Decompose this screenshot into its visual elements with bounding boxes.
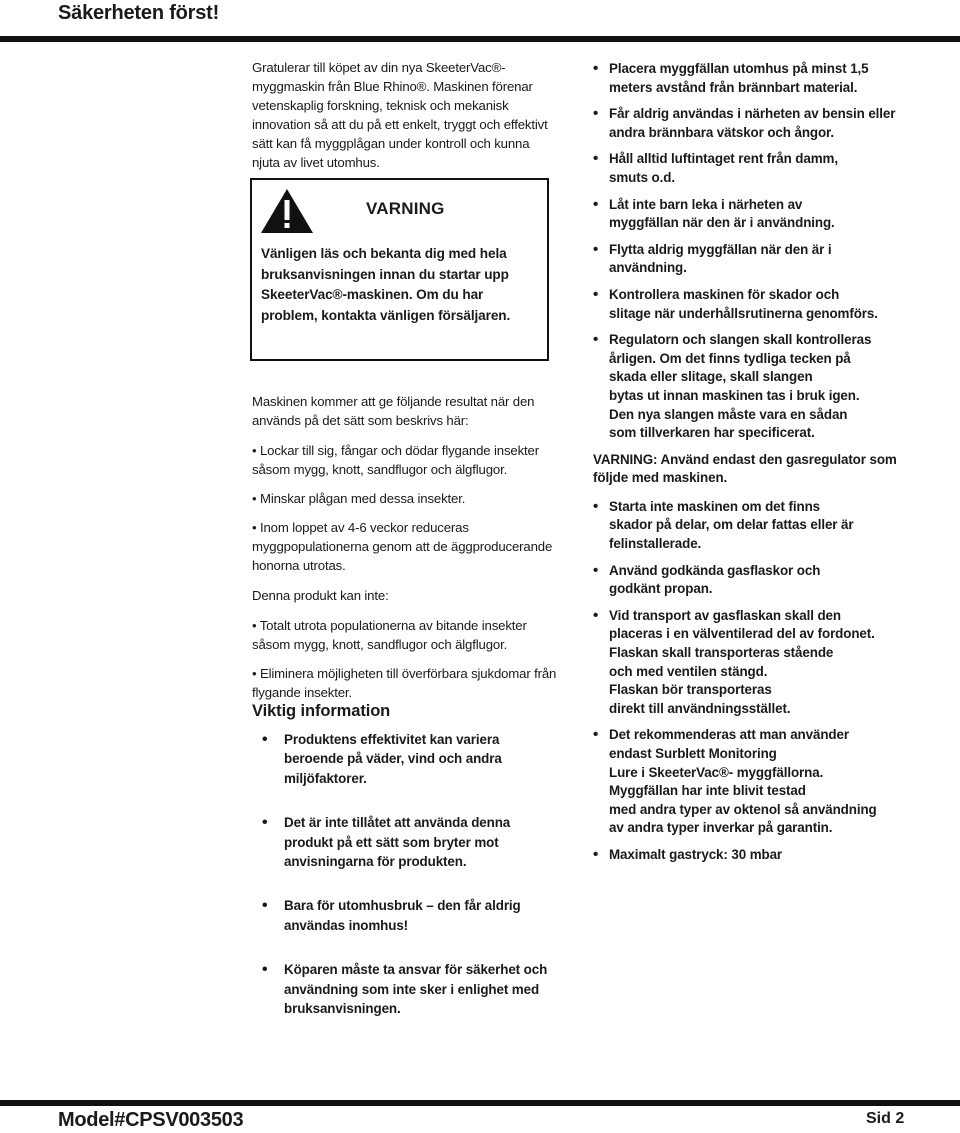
safety-list-a [593, 60, 903, 443]
safety-item: • Det rekommenderas att man använder endast Surblett Monitoring Lure i SkeeterVac®- myggfällorna. Myggfällan har inte blivit testad med andra typer av oktenol så användning av andra typer inverkar på garantin. [593, 726, 903, 838]
important-item: • Bara för utomhusbruk – den får aldrig användas inomhus! [262, 896, 552, 935]
gas-regulator-warning: VARNING: Använd endast den gasregulator som följde med maskinen. [593, 451, 897, 486]
page-title: Säkerheten först! [58, 2, 220, 24]
safety-item: • Låt inte barn leka i närheten av myggfällan när den är i användning. [593, 196, 903, 233]
results-intro: Maskinen kommer att ge följande resultat när den används på det sätt som beskrivs här: [252, 394, 535, 428]
warning-triangle-icon [260, 188, 314, 234]
results-item: • Minskar plågan med dessa insekter. [252, 491, 466, 506]
safety-item: • Får aldrig användas i närheten av bensin eller andra brännbara vätskor och ångor. [593, 105, 903, 142]
warning-title: VARNING [366, 199, 445, 218]
footer-rule [0, 1100, 960, 1106]
page-header [0, 0, 960, 36]
right-column [593, 60, 903, 873]
important-item: • Köparen måste ta ansvar för säkerhet och användning som inte sker i enlighet med bruksanvisningen. [262, 960, 552, 1018]
safety-item: • Kontrollera maskinen för skador och slitage när underhållsrutinerna genomförs. [593, 286, 903, 323]
warning-box [250, 178, 549, 361]
important-list [262, 730, 552, 1043]
cannot-item: • Totalt utrota populationerna av bitande insekter såsom mygg, knott, sandflugor och älgflugor. [252, 618, 527, 652]
cannot-intro: Denna produkt kan inte: [252, 588, 389, 603]
page-number: Sid 2 [866, 1110, 905, 1127]
warning-text: Vänligen läs och bekanta dig med hela bruksanvisningen innan du startar upp SkeeterVac®-maskinen. Om du har problem, kontakta vänligen försäljaren. [261, 246, 511, 323]
important-heading: Viktig information [252, 702, 391, 720]
safety-list-b [593, 498, 903, 865]
safety-item: • Använd godkända gasflaskor och godkänt propan. [593, 562, 903, 599]
important-item: • Produktens effektivitet kan variera beroende på väder, vind och andra miljöfaktorer. [262, 730, 552, 788]
safety-item: • Maximalt gastryck: 30 mbar [593, 846, 903, 865]
cannot-item: • Eliminera möjligheten till överförbara sjukdomar från flygande insekter. [252, 666, 557, 700]
safety-item: • Placera myggfällan utomhus på minst 1,5 meters avstånd från brännbart material. [593, 60, 903, 97]
safety-item: • Vid transport av gasflaskan skall den placeras i en välventilerad del av fordonet. Flaskan skall transporteras stående och med ventilen stängd. Flaskan bör transporteras direkt till användningsstället. [593, 607, 903, 719]
safety-item: • Flytta aldrig myggfällan när den är i användning. [593, 241, 903, 278]
left-column [252, 58, 557, 172]
header-rule [0, 36, 960, 42]
model-number: Model#CPSV003503 [58, 1109, 244, 1131]
important-item: • Det är inte tillåtet att använda denna produkt på ett sätt som bryter mot anvisningarna för produkten. [262, 813, 552, 871]
safety-item: • Håll alltid luftintaget rent från damm, smuts o.d. [593, 150, 903, 187]
safety-item: • Regulatorn och slangen skall kontrolleras årligen. Om det finns tydliga tecken på skada eller slitage, skall slangen bytas ut innan maskinen tas i bruk igen. Den nya slangen måste vara en sådan som tillverkaren har specificerat. [593, 331, 903, 443]
results-section [252, 392, 557, 702]
results-item: • Inom loppet av 4-6 veckor reduceras myggpopulationerna genom att de äggproducerande honorna utrotas. [252, 520, 553, 573]
results-item: • Lockar till sig, fångar och dödar flygande insekter såsom mygg, knott, sandflugor och älgflugor. [252, 443, 539, 477]
safety-item: • Starta inte maskinen om det finns skador på delar, om delar fattas eller är felinstallerade. [593, 498, 903, 554]
intro-paragraph: Gratulerar till köpet av din nya SkeeterVac®-myggmaskin från Blue Rhino®. Maskinen förenar vetenskaplig forskning, teknisk och mekanisk innovation så att du på ett enkelt, tryggt och effektivt sätt kan få myggplågan under kontroll och kunna njuta av livet utomhus. [252, 60, 548, 170]
